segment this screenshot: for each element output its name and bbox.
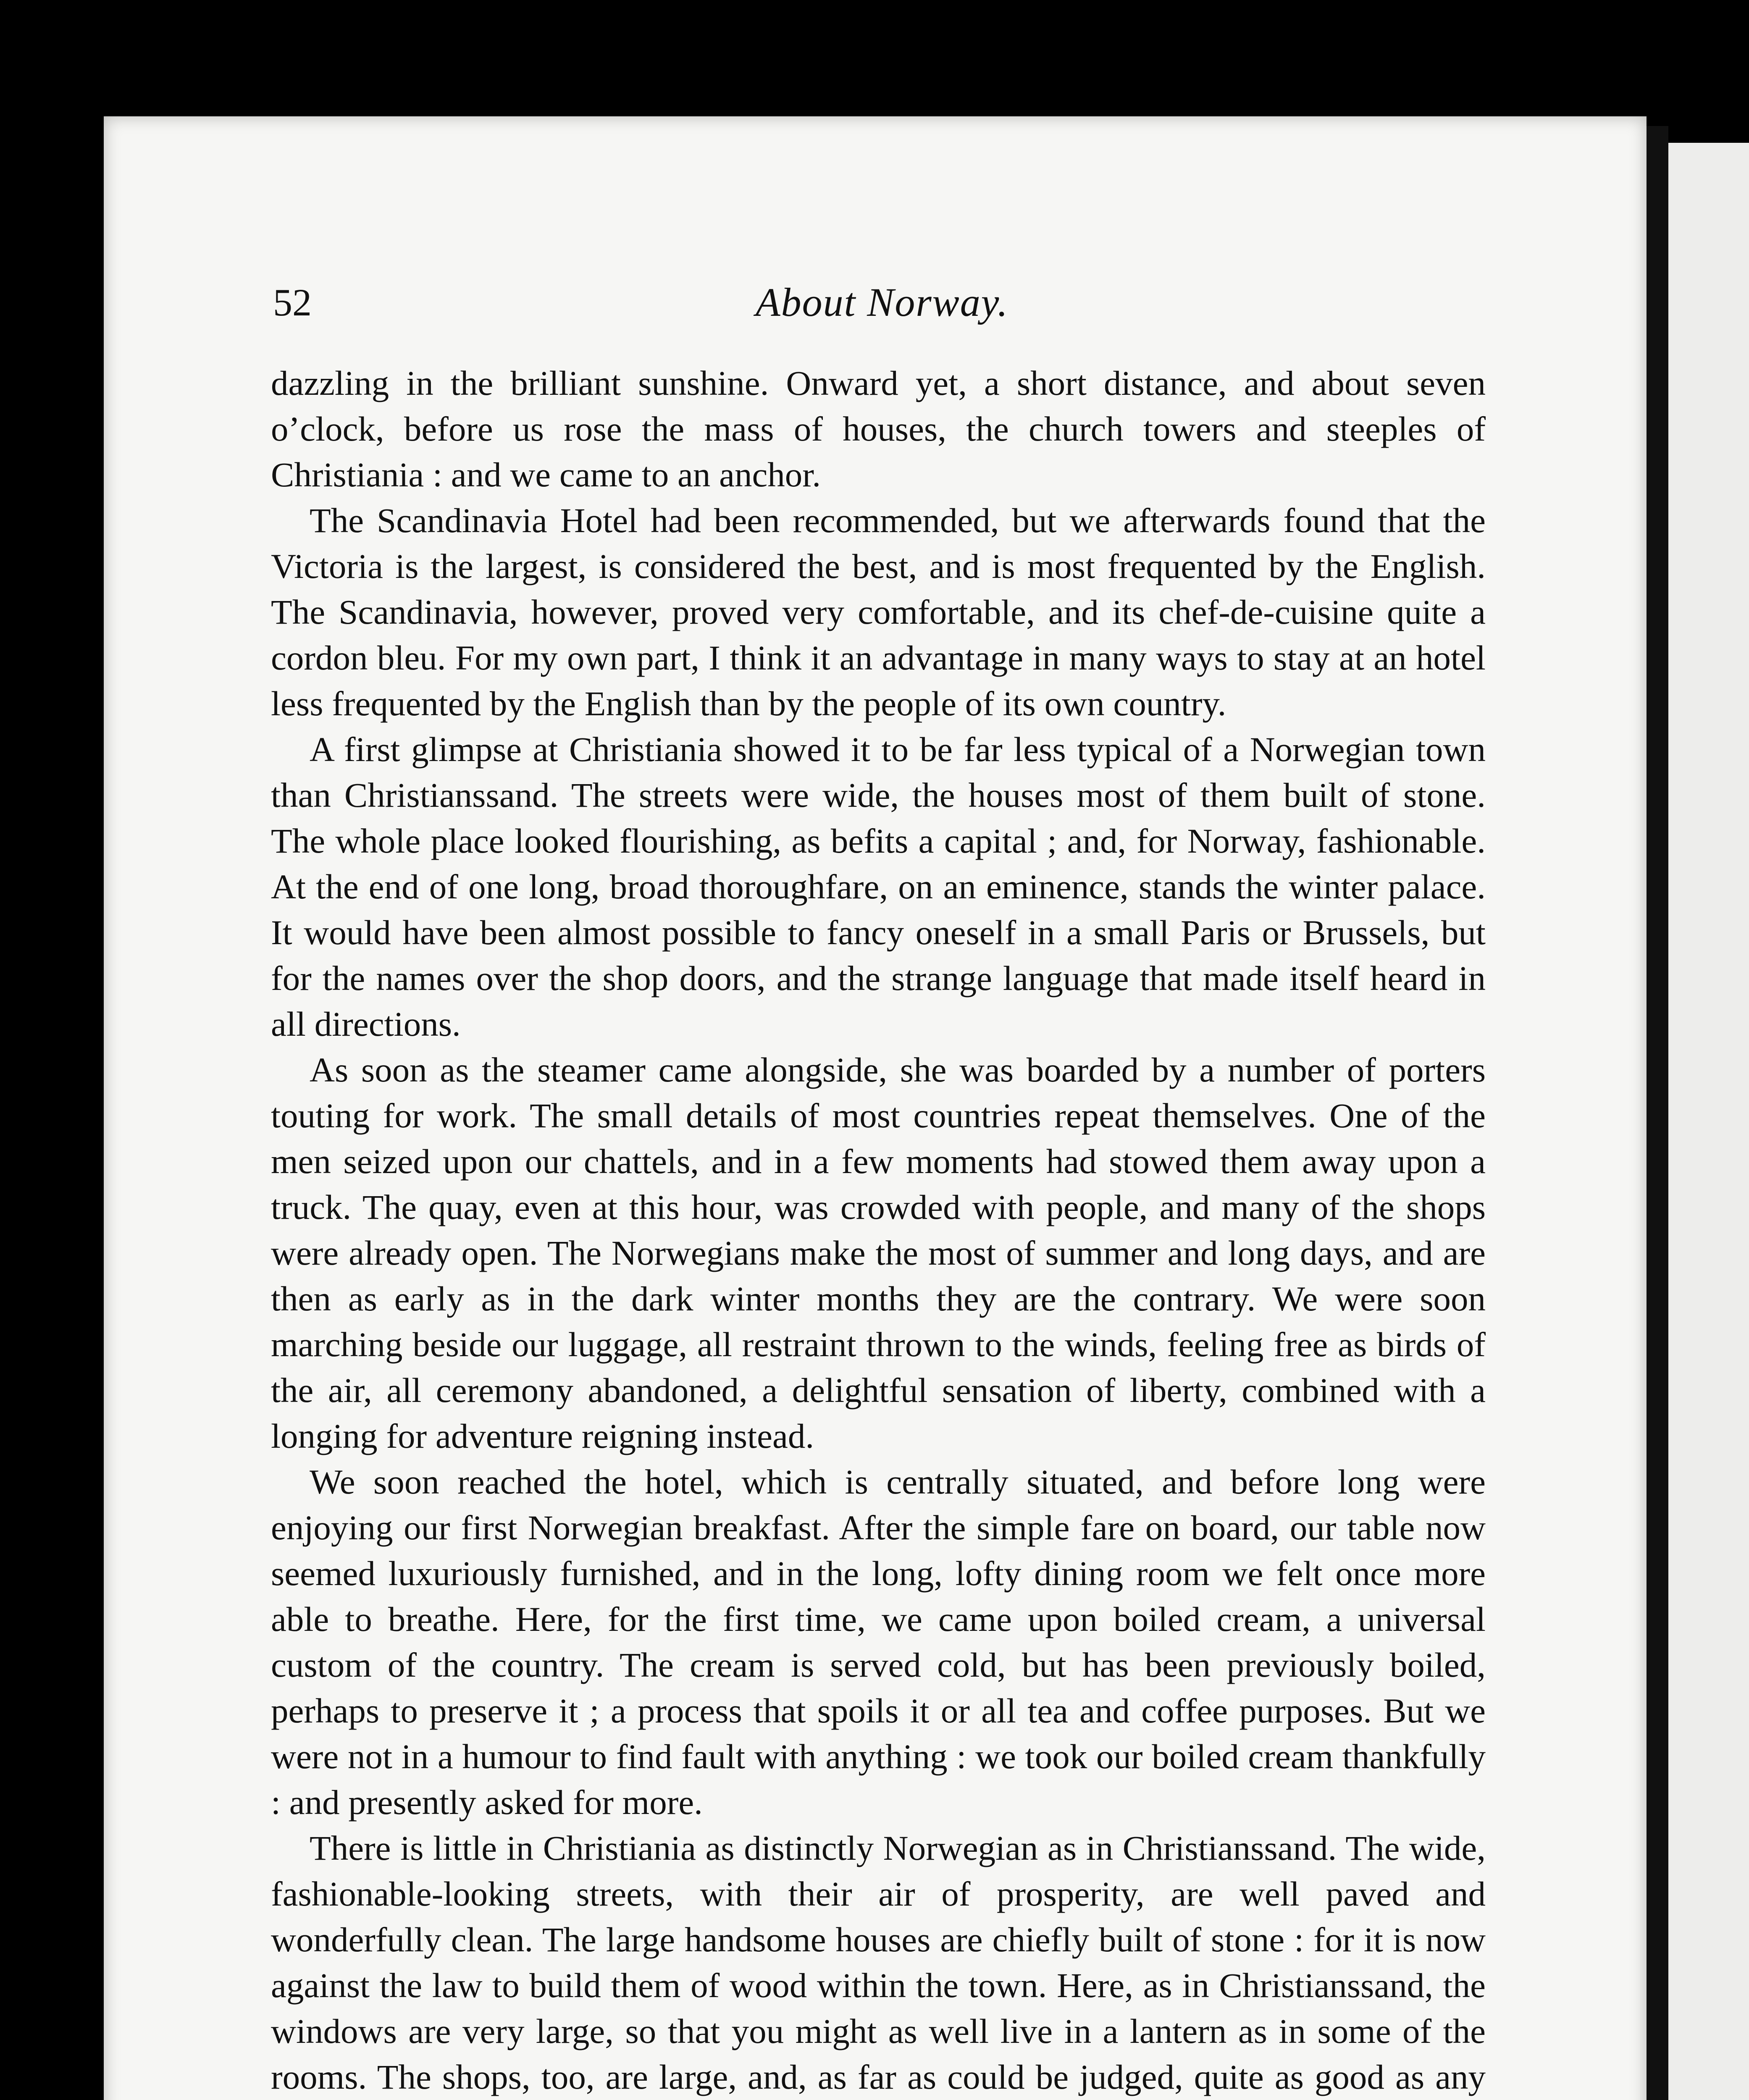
paragraph-5: We soon reached the hotel, which is centrally situated, and before long were enjoying our first Norwegian breakfast. After the simple fare on board, our table now seemed luxuriously furnished, and in the long, lofty dining room we felt once more able to breathe. Here, for the first time, we came upon boiled cream, a universal custom of the country. The cream is served cold, but has been previously boiled, perhaps to preserve it ; a process that spoils it or all tea and coffee purposes. But we were not in a humour to find fault with anything : we took our boiled cream thankfully : and presently asked for more. <box>271 1462 1486 1822</box>
paragraph-3: A first glimpse at Christiania showed it to be far less typical of a Norwegian town than Christianssand. The streets were wide, the houses most of them built of stone. The whole place looked flourishing, as befits a capital ; and, for Norway, fashionable. At the end of one long, broad thoroughfare, on an eminence, stands the winter palace. It would have been almost possible to fancy oneself in a small Paris or Brussels, but for the names over the shop doors, and the strange language that made itself heard in all directions. <box>271 730 1486 1043</box>
paragraph-2: The Scandinavia Hotel had been recommended, but we afterwards found that the Victoria is the largest, is considered the best, and is most frequented by the English. The Scandinavia, however, proved very comfortable, and its chef-de-cuisine quite a cordon bleu. For my own part, I think it an advantage in many ways to stay at an hotel less frequented by the English than by the people of its own country. <box>271 501 1486 723</box>
facing-page-edge <box>1668 143 1749 2100</box>
paragraph-1: dazzling in the brilliant sunshine. Onward yet, a short distance, and about seven o’clock, before us rose the mass of houses, the church towers and steeples of Christiania : and we came to an anchor. <box>271 364 1486 494</box>
page-number: 52 <box>273 281 312 324</box>
page-gutter <box>1647 126 1668 2100</box>
running-head <box>273 273 1491 332</box>
running-title: About Norway. <box>755 280 1009 325</box>
body-text <box>271 360 1486 2100</box>
paragraph-4: As soon as the steamer came alongside, she was boarded by a number of porters touting for work. The small details of most countries repeat themselves. One of the men seized upon our chattels, and in a few moments had stowed them away upon a truck. The quay, even at this hour, was crowded with people, and many of the shops were already open. The Norwegians make the most of summer and long days, and are then as early as in the dark winter months they are the contrary. We were soon marching beside our luggage, all restraint thrown to the winds, feeling free as birds of the air, all ceremony abandoned, a delightful sensation of liberty, combined with a longing for adventure reigning instead. <box>271 1050 1486 1455</box>
paragraph-6: There is little in Christiania as distinctly Norwegian as in Christianssand. The wide, fashionable-looking streets, with their air of prosperity, are well paved and wonderfully clean. The large handsome houses are chiefly built of stone : for it is now against the law to build them of wood within the town. Here, as in Christianssand, the windows are very large, so that you might as well live in a lantern as in some of the rooms. The shops, too, are large, and, as far as could be judged, quite as good as any <box>271 1829 1486 2096</box>
